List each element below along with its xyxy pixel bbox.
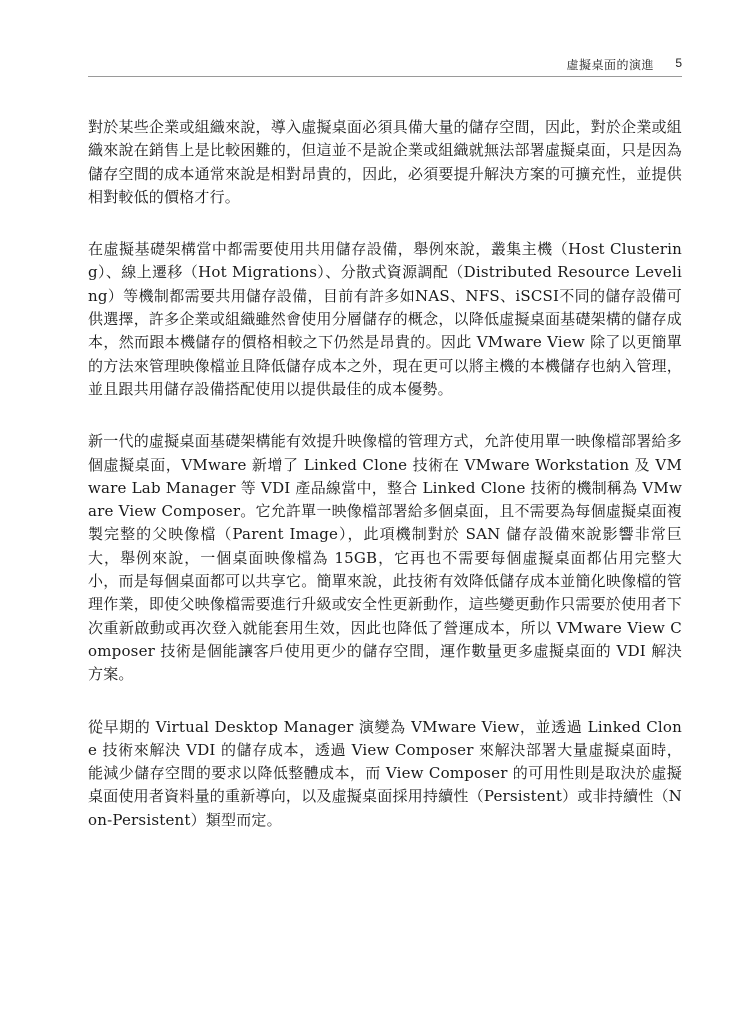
- paragraph-linked-clone: 新一代的虛擬桌面基礎架構能有效提升映像檔的管理方式，允許使用單一映像檔部署給多個虛擬桌面，VMware 新增了 Linked Clone 技術在 VMware Workstation 及 VMware Lab Manager 等 VDI 產品線當中，整合 Linked Clone 技術的機制稱為 VMware View Composer。它允許單一映像檔部署給多個桌面，且不需要為每個虛擬桌面複製完整的父映像檔（Parent Image），此項機制對於 SAN 儲存設備來說影響非常巨大，舉例來說，一個桌面映像檔為 15GB，它再也不需要每個虛擬桌面都佔用完整大小，而是每個桌面都可以共享它。簡單來說，此技術有效降低儲存成本並簡化映像檔的管理作業，即使父映像檔需要進行升級或安全性更新動作，這些變更動作只需要於使用者下次重新啟動或再次登入就能套用生效，因此也降低了營運成本，所以 VMware View Composer 技術是個能讓客戶使用更少的儲存空間，運作數量更多虛擬桌面的 VDI 解決方案。: [88, 432, 682, 684]
- chapter-title: 虛擬桌面的演進: [566, 58, 654, 72]
- paragraph-view-composer: 從早期的 Virtual Desktop Manager 演變為 VMware View，並透過 Linked Clone 技術來解決 VDI 的儲存成本，透過 View Composer 來解決部署大量虛擬桌面時，能減少儲存空間的要求以降低整體成本，而 View Composer 的可用性則是取決於虛擬桌面使用者資料量的重新導向，以及虛擬桌面採用持續性（Persistent）或非持續性（Non-Persistent）類型而定。: [88, 717, 682, 829]
- body-text: [88, 116, 682, 861]
- running-header: [88, 56, 682, 77]
- page-number: 5: [675, 56, 682, 70]
- paragraph-shared-storage: 在虛擬基礎架構當中都需要使用共用儲存設備，舉例來說，叢集主機（Host Clustering）、線上遷移（Hot Migrations）、分散式資源調配（Distributed Resource Leveling）等機制都需要共用儲存設備，目前有許多如NAS、NFS、iSCSI不同的儲存設備可供選擇，許多企業或組織雖然會使用分層儲存的概念，以降低虛擬桌面基礎架構的儲存成本，然而跟本機儲存的價格相較之下仍然是昂貴的。因此 VMware View 除了以更簡單的方法來管理映像檔並且降低儲存成本之外，現在更可以將主機的本機儲存也納入管理，並且跟共用儲存設備搭配使用以提供最佳的成本優勢。: [88, 240, 682, 398]
- paragraph-storage-cost: 對於某些企業或組織來說，導入虛擬桌面必須具備大量的儲存空間，因此，對於企業或組織來說在銷售上是比較困難的，但這並不是說企業或組織就無法部署虛擬桌面，只是因為儲存空間的成本通常來說是相對昂貴的，因此，必須要提升解決方案的可擴充性，並提供相對較低的價格才行。: [88, 118, 682, 206]
